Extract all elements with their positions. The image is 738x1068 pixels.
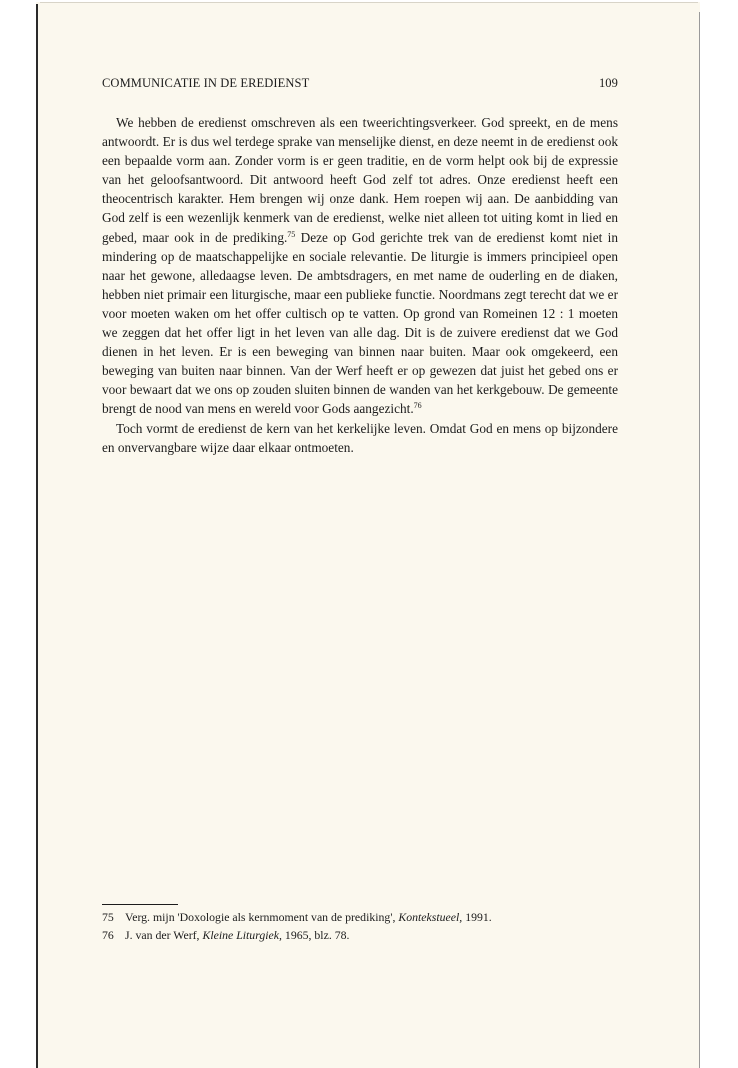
paragraph-text: Deze op God gerichte trek van de eredienst komt niet in mindering op de maatschappelijke en sociale relevantie. De liturgie is immers principieel open naar het gewone, alledaagse leven. De ambtsdragers, en met name de ouderling en de diaken, hebben niet primair een liturgische, maar een publieke functie. Noordmans zegt terecht dat we er voor moeten waken om het offer cultisch op te vatten. Op grond van Romeinen 12 : 1 moeten we zeggen dat het offer ligt in het leven van alle dag. Dit is de zuivere eredienst dat we God dienen in het leven. Er is een beweging van binnen naar buiten. Maar ook omgekeerd, een beweging van buiten naar binnen. Van der Werf heeft er op gewezen dat juist het gebed ons er voor bewaart dat we ons op zouden sluiten binnen de wanden van het kerkgebouw. De gemeente brengt de nood van mens en wereld voor Gods aangezicht. [102, 229, 618, 417]
paragraph-text: We hebben de eredienst omschreven als een tweerichtingsverkeer. God spreekt, en de mens antwoordt. Er is dus wel terdege sprake van menselijke dienst, en deze neemt in de eredienst ook een bepaalde vorm aan. Zonder vorm is er geen traditie, en de vorm helpt ook bij de expressie van het geloofsantwoord. Dit antwoord heeft God zelf tot adres. Onze eredienst heeft een theocentrisch karakter. Hem brengen wij onze dank. Hem roepen wij aan. De aanbidding van God zelf is een wezenlijk kenmerk van de eredienst, welke niet alleen tot uiting komt in lied en gebed, maar ook in de prediking. [102, 115, 618, 245]
paragraph [102, 113, 618, 419]
footnote-text: 1965, blz. 78. [281, 928, 350, 942]
running-head [102, 76, 618, 91]
paragraph [102, 419, 618, 457]
footnote-number: 76 [102, 928, 114, 942]
footnote [102, 926, 618, 944]
footnotes [102, 908, 618, 944]
footnote-text: 1991. [462, 910, 492, 924]
footnote [102, 908, 618, 926]
footnote-title: Kontekstueel, [398, 910, 463, 924]
footnote-separator [102, 904, 178, 905]
footnote-title: Kleine Liturgiek, [202, 928, 282, 942]
footnote-number: 75 [102, 910, 114, 924]
page-right-edge [699, 12, 700, 1068]
footnote-reference[interactable]: 76 [413, 401, 422, 411]
paragraph-text: Toch vormt de eredienst de kern van het kerkelijke leven. Omdat God en mens op bijzondere en onvervangbare wijze daar elkaar ontmoeten. [102, 420, 618, 455]
body-text [102, 113, 618, 457]
footnote-reference[interactable]: 75 [287, 229, 296, 239]
page-binding-edge [36, 4, 38, 1068]
page-top-edge [40, 2, 698, 3]
footnote-text: J. van der Werf, [125, 928, 203, 942]
page-number: 109 [598, 76, 618, 90]
footnote-text: Verg. mijn 'Doxologie als kernmoment van de prediking', [125, 910, 399, 924]
running-head-title: COMMUNICATIE IN DE EREDIENST [102, 76, 310, 90]
